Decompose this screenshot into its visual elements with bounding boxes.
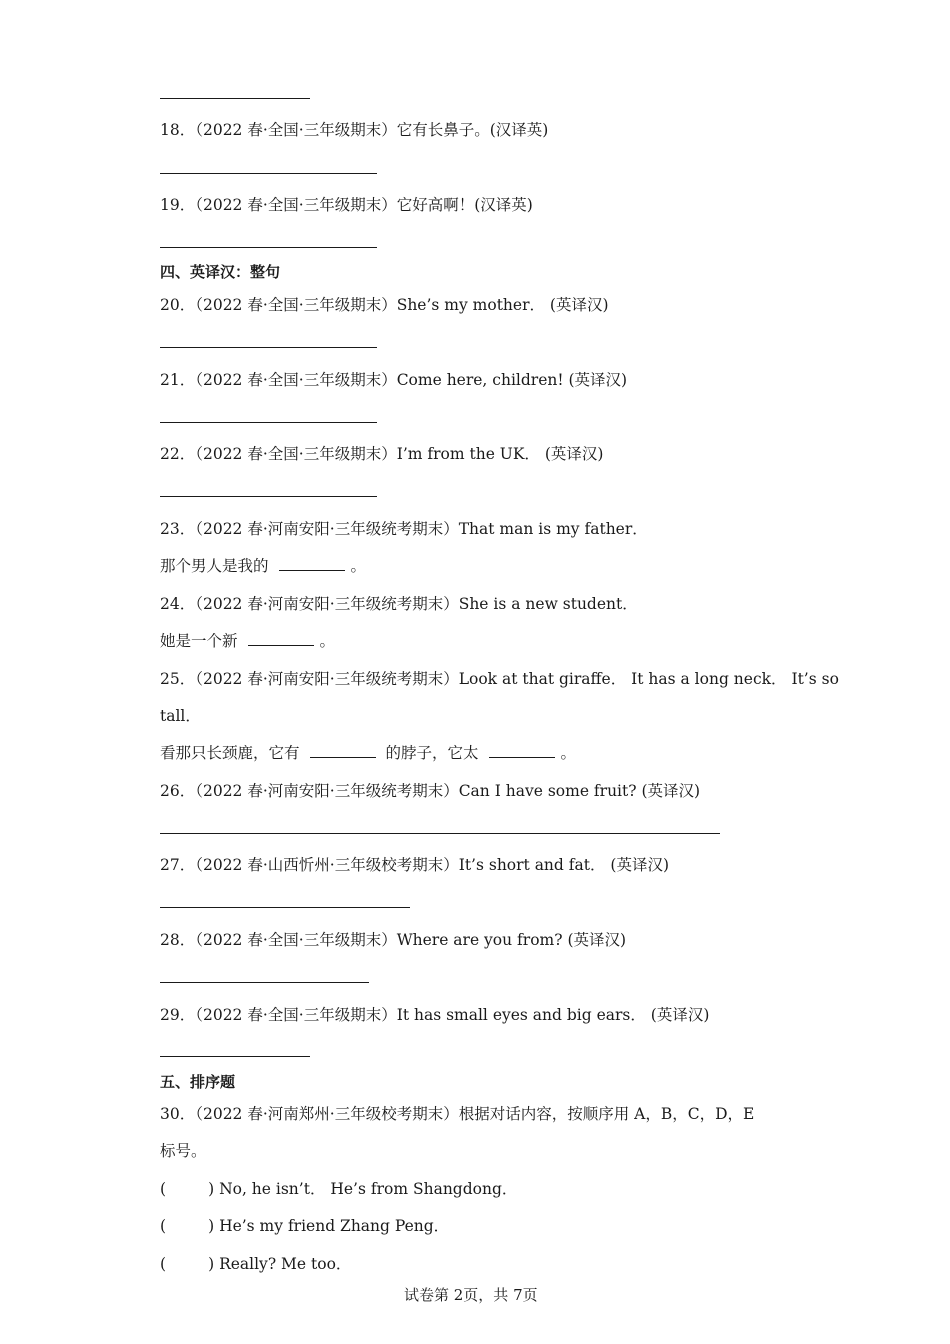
ordering-item: [160, 1214, 449, 1236]
paren-open: (: [160, 1255, 167, 1273]
answer-line: [160, 496, 377, 497]
question-18: 18．（2022 春·全国·三年级期末）它有长鼻子。(汉译英): [160, 121, 549, 139]
question-30: 30．（2022 春·河南郑州·三年级校考期末）根据对话内容，按顺序用 A，B，C，D，E: [160, 1105, 755, 1123]
paren-close: ): [208, 1180, 215, 1198]
fill-blank: [310, 743, 376, 758]
question-26: 26．（2022 春·河南安阳·三年级统考期末）Can I have some fruit? (英译汉): [160, 782, 701, 800]
question-21: 21．（2022 春·全国·三年级期末）Come here, children! (英译汉): [160, 371, 628, 389]
page-footer: 试卷第 2页，共 7页: [404, 1286, 538, 1304]
question-19: 19．（2022 春·全国·三年级期末）它好高啊！(汉译英): [160, 196, 533, 214]
cn-text: 。: [350, 557, 367, 575]
question-25-continued: tall．: [160, 707, 201, 725]
question-25: 25．（2022 春·河南安阳·三年级统考期末）Look at that giraffe． It has a long neck． It’s so: [160, 670, 839, 688]
paren-open: (: [160, 1217, 167, 1235]
question-28: 28．（2022 春·全国·三年级期末）Where are you from? (英译汉): [160, 931, 627, 949]
ordering-item: [160, 1177, 517, 1199]
question-22: 22．（2022 春·全国·三年级期末）I’m from the UK． (英译汉): [160, 445, 604, 463]
item-text: No, he isn’t． He’s from Shangdong．: [219, 1180, 518, 1198]
section-heading: 五、排序题: [160, 1073, 236, 1091]
cn-text: 的脖子，它太: [385, 744, 479, 762]
section-heading: 四、英译汉：整句: [160, 263, 281, 281]
cn-text: 看那只长颈鹿，它有: [160, 744, 300, 762]
item-text: He’s my friend Zhang Peng．: [219, 1217, 450, 1235]
question-23-chinese: [160, 554, 366, 576]
answer-line: [160, 347, 377, 348]
paren-close: ): [208, 1255, 215, 1273]
question-23: 23．（2022 春·河南安阳·三年级统考期末）That man is my father．: [160, 520, 648, 538]
ordering-item: [160, 1252, 351, 1274]
answer-line: [160, 907, 410, 908]
question-29: 29．（2022 春·全国·三年级期末）It has small eyes and big ears． (英译汉): [160, 1006, 710, 1024]
cn-text: 她是一个新: [160, 632, 238, 650]
paren-open: (: [160, 1180, 167, 1198]
cn-text: 那个男人是我的: [160, 557, 269, 575]
question-25-chinese: [160, 741, 576, 763]
fill-blank: [248, 631, 314, 646]
question-24: 24．（2022 春·河南安阳·三年级统考期末）She is a new student．: [160, 595, 638, 613]
answer-line: [160, 1056, 310, 1057]
question-30-continued: 标号。: [160, 1142, 207, 1160]
answer-line: [160, 98, 310, 99]
answer-line: [160, 247, 377, 248]
answer-line: [160, 422, 377, 423]
cn-text: 。: [560, 744, 577, 762]
answer-line: [160, 982, 369, 983]
cn-text: 。: [319, 632, 336, 650]
answer-line: [160, 173, 377, 174]
fill-blank: [489, 743, 555, 758]
paren-close: ): [208, 1217, 215, 1235]
question-27: 27．（2022 春·山西忻州·三年级校考期末）It’s short and fat． (英译汉): [160, 856, 669, 874]
item-text: Really? Me too．: [219, 1255, 352, 1273]
question-24-chinese: [160, 629, 335, 651]
question-20: 20．（2022 春·全国·三年级期末）She’s my mother． (英译汉): [160, 296, 609, 314]
fill-blank: [279, 556, 345, 571]
answer-line: [160, 833, 720, 834]
